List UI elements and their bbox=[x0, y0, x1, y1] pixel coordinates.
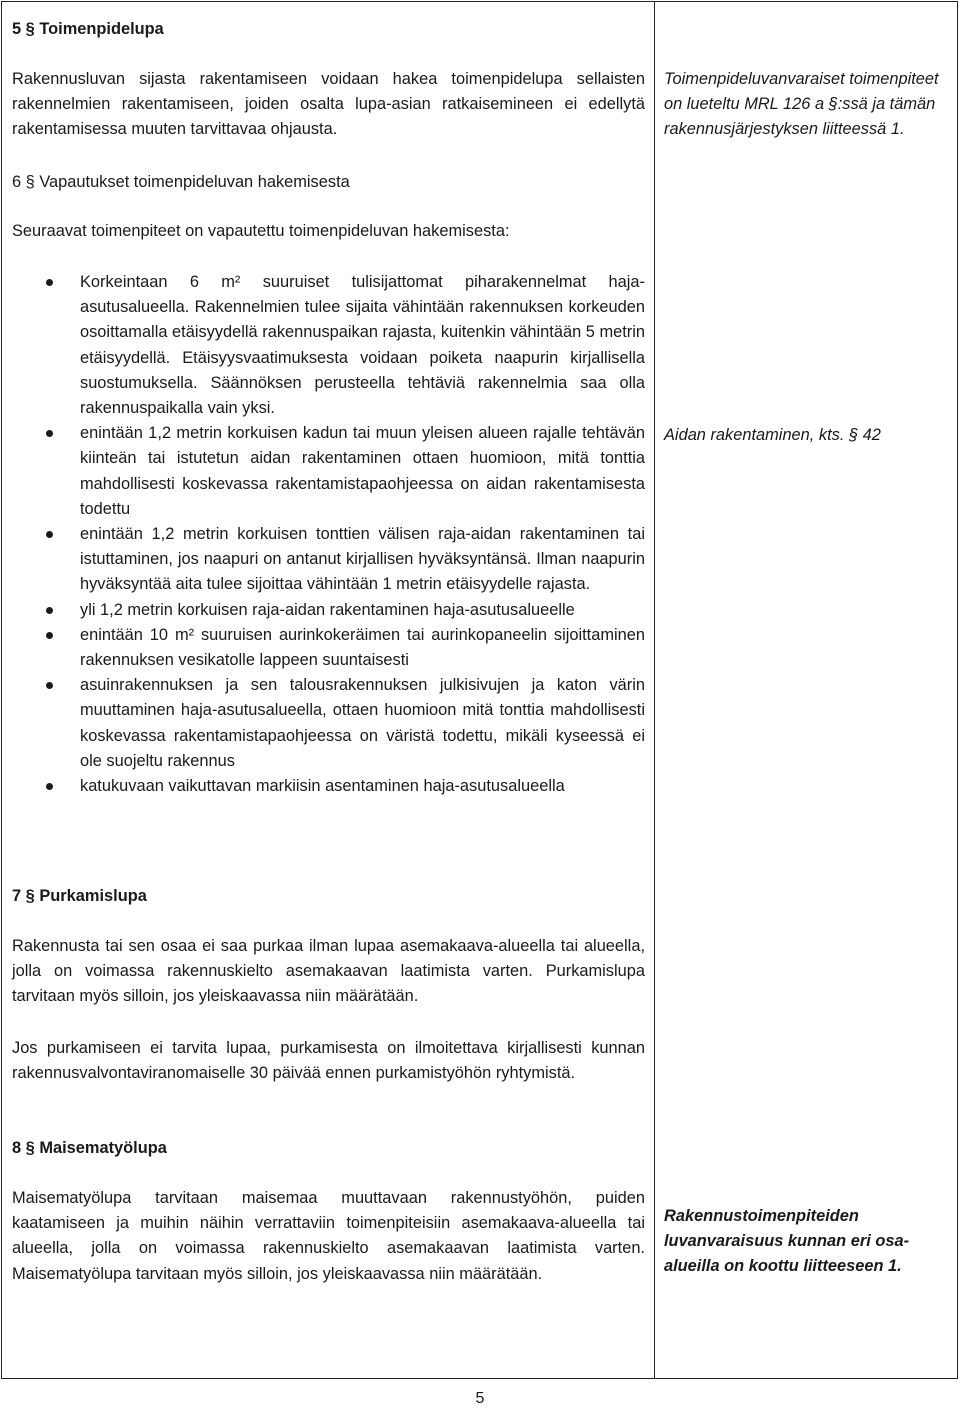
section-6-heading: 6 § Vapautukset toimenpideluvan hakemisesta bbox=[12, 173, 350, 191]
section-8-heading: 8 § Maisematyölupa bbox=[12, 1139, 167, 1157]
side-note-toimenpideluvat: Toimenpideluvanvaraiset toimenpiteet on lueteltu MRL 126 a §:ssä ja tämän rakennusjärjestyksen liitteessä 1. bbox=[664, 70, 939, 139]
bullet-icon bbox=[46, 783, 53, 790]
list-item bbox=[12, 623, 645, 673]
section-7-paragraph-2: Jos purkamiseen ei tarvita lupaa, purkamisesta on ilmoitettava kirjallisesti kunnan rakennusvalvontaviranomaiselle 30 päivää ennen purkamistyöhön ryhtymistä. bbox=[12, 1039, 645, 1083]
section-6-intro: Seuraavat toimenpiteet on vapautettu toimenpideluvan hakemisesta: bbox=[12, 222, 510, 240]
exemption-list bbox=[12, 270, 645, 799]
list-item-text: enintään 1,2 metrin korkuisen kadun tai muun yleisen alueen rajalle tehtävän kiinteän tai istutetun aidan rakentaminen ottaen huomioon, mitä tonttia mahdollisesti koskevassa rakentamistapaohjeessa on aidan rakentamisesta todettu bbox=[80, 424, 645, 518]
side-note-aidan-rakentaminen: Aidan rakentaminen, kts. § 42 bbox=[664, 426, 881, 444]
section-5-heading: 5 § Toimenpidelupa bbox=[12, 20, 164, 38]
section-5-paragraph: Rakennusluvan sijasta rakentamiseen voidaan hakea toimenpidelupa sellaisten rakennelmien rakentamiseen, joiden osalta lupa-asian ratkaisemineen ei edellytä rakentamisessa muuten tarvittavaa ohjausta. bbox=[12, 70, 645, 139]
section-8-paragraph: Maisematyölupa tarvitaan maisemaa muuttavaan rakennustyöhön, puiden kaatamiseen ja muihin näihin verrattaviin toimenpiteisiin asemakaava-alueella tai alueella, jolla on voimassa rakennuskielto asemakaavan laatimista varten. Maisematyölupa tarvitaan myös silloin, jos yleiskaavassa niin määrätään. bbox=[12, 1189, 645, 1283]
list-item bbox=[12, 421, 645, 522]
list-item bbox=[12, 774, 645, 799]
section-7-heading: 7 § Purkamislupa bbox=[12, 887, 147, 905]
bullet-icon bbox=[46, 682, 53, 689]
list-item-text: Korkeintaan 6 m² suuruiset tulisijattomat piharakennelmat haja-asutusalueella. Rakennelmien tulee sijaita vähintään rakennuksen korkeuden osoittamalla etäisyydellä rakennuspaikan rajasta, kuitenkin vähintään 5 metrin etäisyydellä. Etäisyysvaatimuksesta voidaan poiketa naapurin kirjallisella suostumuksella. Säännöksen perusteella tehtäviä rakennelmia saa olla rakennuspaikalla vain yksi. bbox=[80, 273, 645, 418]
list-item-text: katukuvaan vaikuttavan markiisin asentaminen haja-asutusalueella bbox=[80, 777, 565, 796]
list-item bbox=[12, 270, 645, 421]
column-divider bbox=[654, 1, 655, 1379]
list-item-text: asuinrakennuksen ja sen talousrakennuksen julkisivujen ja katon värin muuttaminen haja-asutusalueella, ottaen huomioon mitä tonttia mahdollisesti koskevassa rakentamistapaohjeessa on väristä todettu, mikäli kyseessä ei ole suojeltu rakennus bbox=[80, 676, 645, 770]
page-number: 5 bbox=[475, 1390, 485, 1407]
list-item-text: enintään 10 m² suuruisen aurinkokeräimen tai aurinkopaneelin sijoittaminen rakennuksen vesikatolle lappeen suuntaisesti bbox=[80, 625, 645, 670]
bullet-icon bbox=[46, 430, 53, 437]
list-item bbox=[12, 673, 645, 774]
side-note-luvanvaraisuus: Rakennustoimenpiteiden luvanvaraisuus kunnan eri osa-alueilla on koottu liitteeseen 1. bbox=[664, 1207, 910, 1276]
list-item-text: yli 1,2 metrin korkuisen raja-aidan rakentaminen haja-asutusalueelle bbox=[80, 600, 575, 619]
bullet-icon bbox=[46, 607, 53, 614]
bullet-icon bbox=[46, 531, 53, 538]
list-item bbox=[12, 522, 645, 598]
list-item bbox=[12, 598, 645, 623]
bullet-icon bbox=[46, 632, 53, 639]
section-7-paragraph-1: Rakennusta tai sen osaa ei saa purkaa ilman lupaa asemakaava-alueella tai alueella, jolla on voimassa rakennuskielto asemakaavan laatimista varten. Purkamislupa tarvitaan myös silloin, jos yleiskaavassa niin määrätään. bbox=[12, 937, 645, 1006]
bullet-icon bbox=[46, 279, 53, 286]
list-item-text: enintään 1,2 metrin korkuisen tonttien välisen raja-aidan rakentaminen tai istuttaminen, jos naapuri on antanut kirjallisen hyväksyntänsä. Ilman naapurin hyväksyntää aita tulee sijoittaa vähintään 1 metrin etäisyydelle rajasta. bbox=[80, 525, 645, 594]
